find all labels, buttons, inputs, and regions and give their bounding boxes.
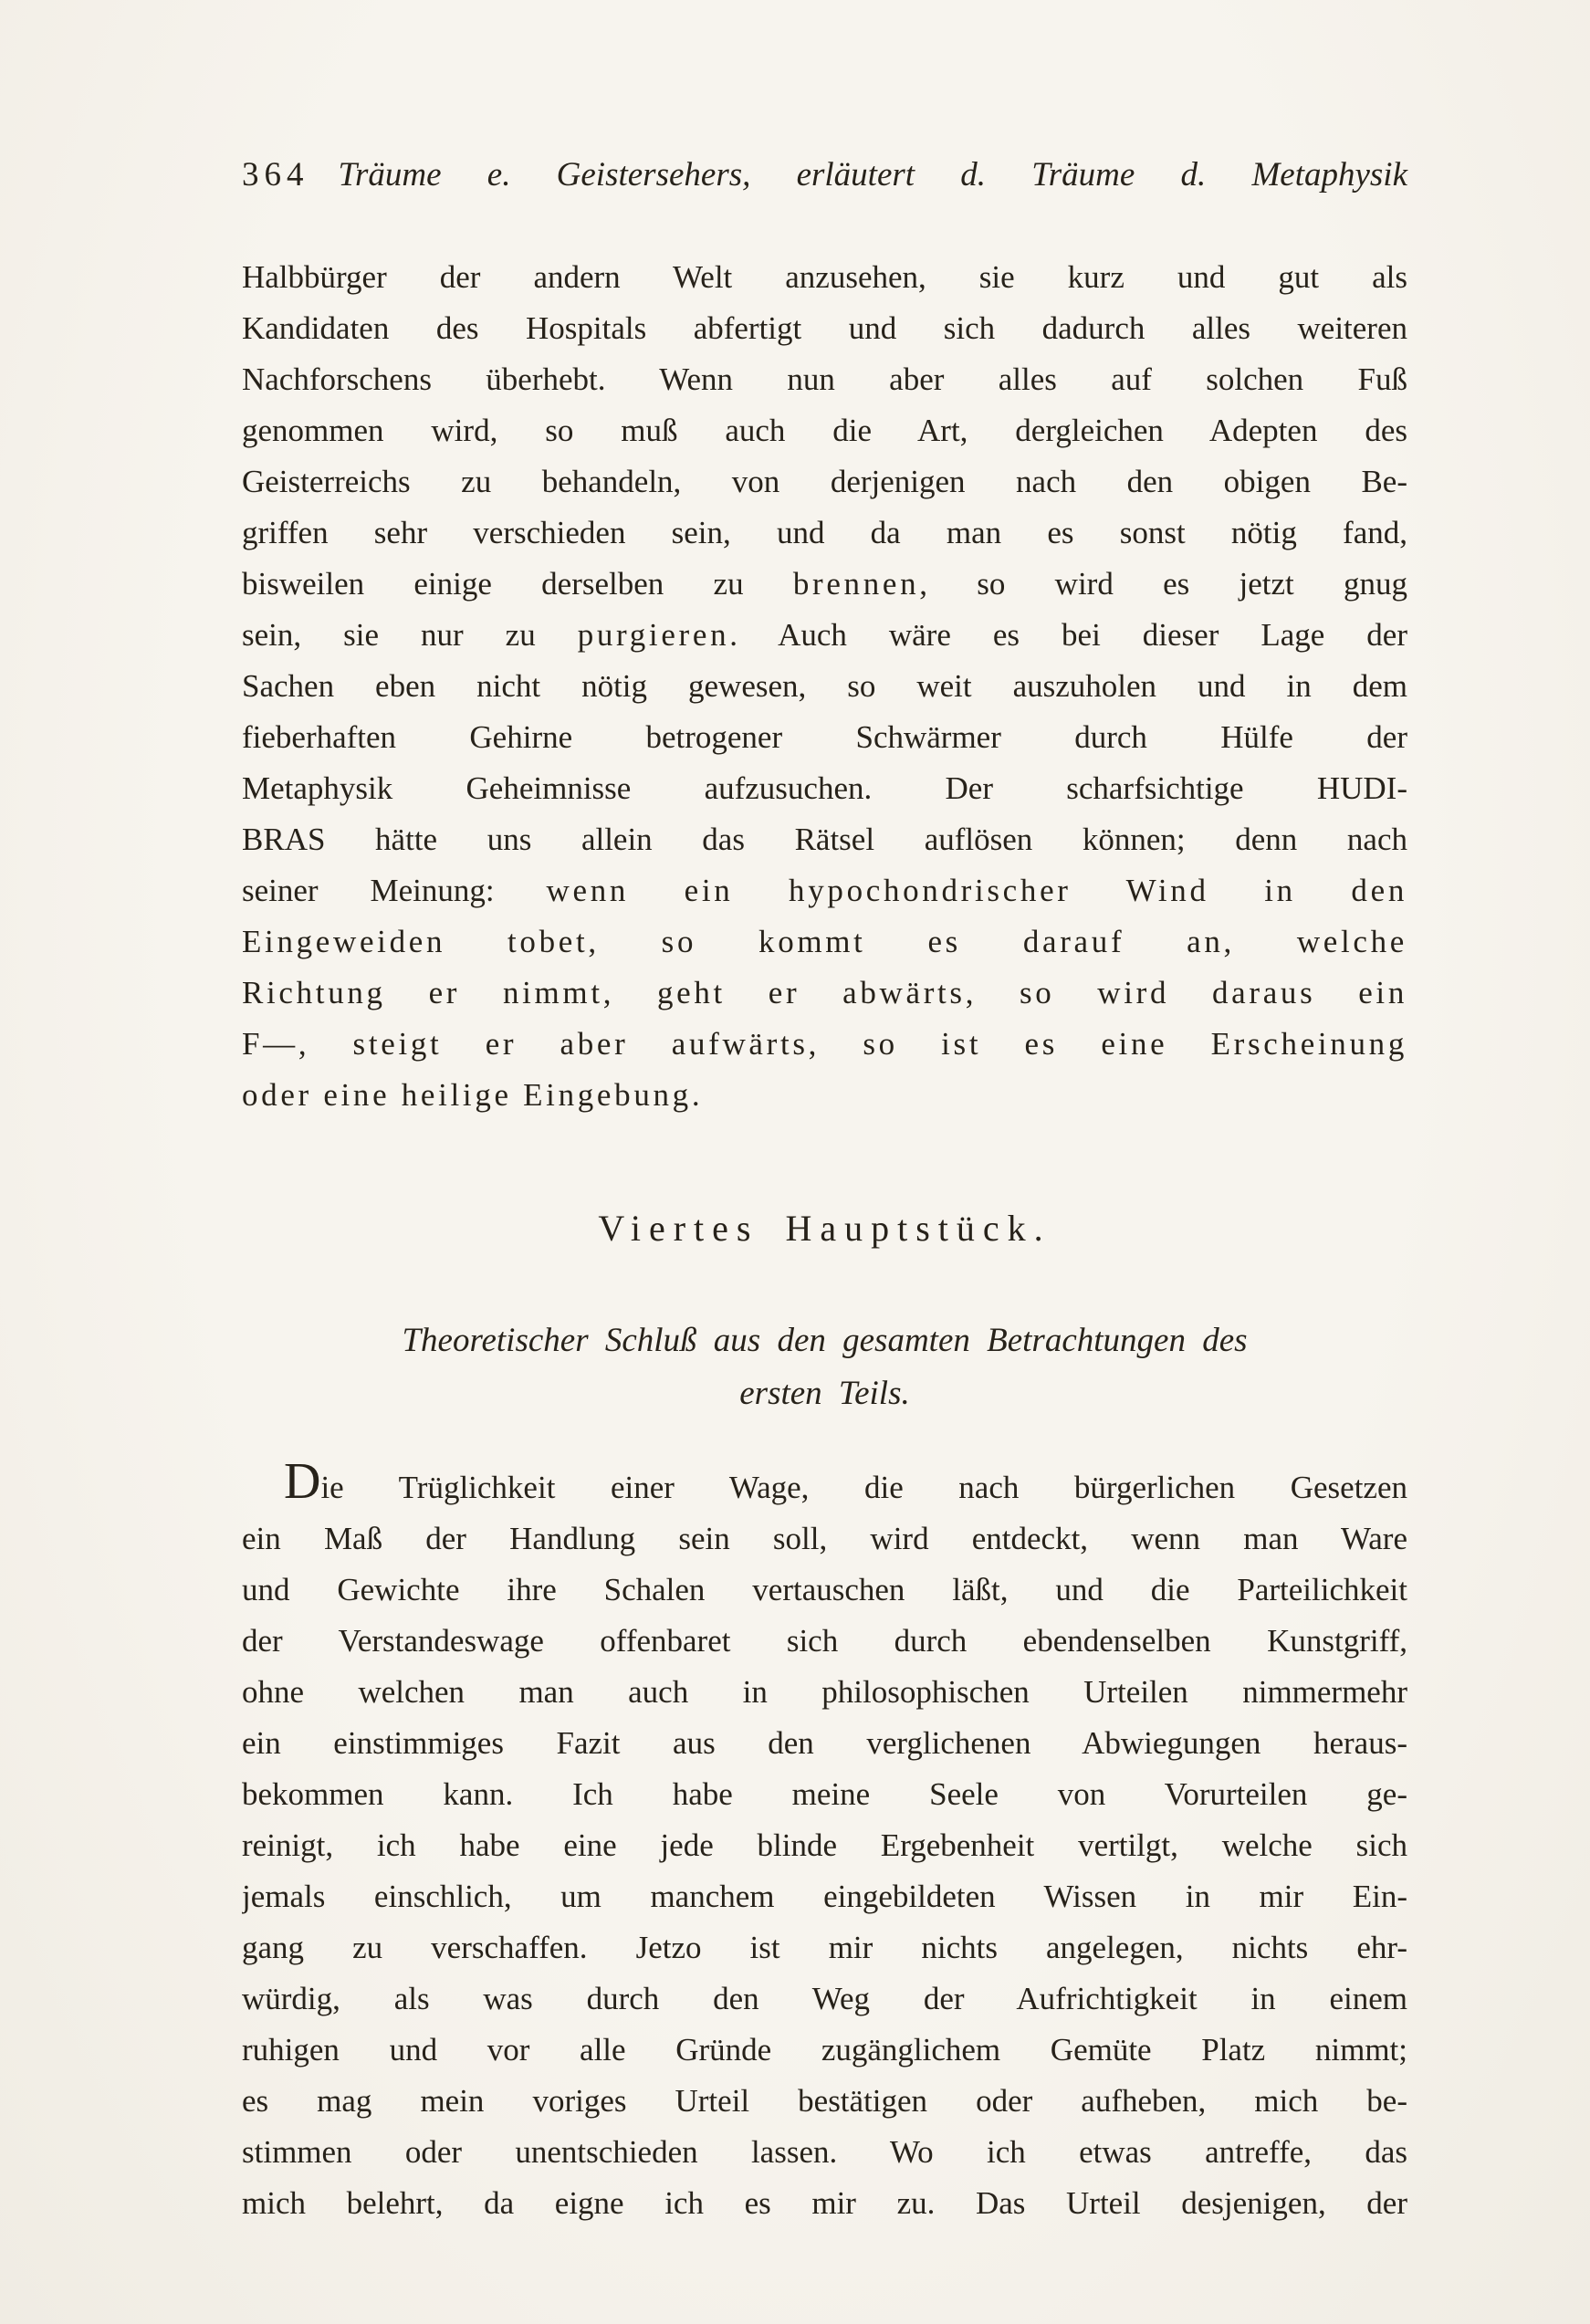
text-line: es mag mein voriges Urteil bestätigen oder aufheben, mich be- (242, 2083, 1407, 2119)
text-line: oder eine heilige Eingebung. (242, 1077, 704, 1113)
text-segment: . Auch wäre es bei dieser Lage der (729, 617, 1407, 653)
text-line: F—, steigt er aber aufwärts, so ist es eine Erscheinung (242, 1026, 1407, 1062)
text-line: Halbbürger der andern Welt anzusehen, sie kurz und gut als (242, 259, 1407, 295)
chapter-heading: Viertes Hauptstück. (598, 1208, 1051, 1249)
text-line (242, 1462, 1407, 1513)
subtitle-line: Theoretischer Schluß aus den gesamten Betrachtungen des (402, 1322, 1248, 1359)
text-line: Metaphysik Geheimnisse aufzusuchen. Der scharfsichtige HUDI- (242, 770, 1407, 806)
emphasized-text: purgieren (577, 617, 730, 653)
text-line: würdig, als was durch den Weg der Aufrichtigkeit in einem (242, 1981, 1407, 2016)
text-line: bekommen kann. Ich habe meine Seele von Vorurteilen ge- (242, 1776, 1407, 1812)
text-line (242, 865, 1407, 916)
page-number: 364 (242, 156, 309, 194)
text-line: Richtung er nimmt, geht er abwärts, so wird daraus ein (242, 975, 1407, 1010)
text-line: Geisterreichs zu behandeln, von derjenigen nach den obigen Be- (242, 464, 1407, 499)
text-line: Eingeweiden tobet, so kommt es darauf an, welche (242, 924, 1407, 959)
page-header (242, 153, 1407, 197)
text-segment: bisweilen einige derselben zu (242, 566, 793, 602)
text-line: fieberhaften Gehirne betrogener Schwärmer durch Hülfe der (242, 719, 1407, 755)
running-title: Träume e. Geistersehers, erläutert d. Träume d. Metaphysik (338, 156, 1407, 194)
paragraph-continued (242, 252, 1407, 1121)
text-line: stimmen oder unentschieden lassen. Wo ich etwas antreffe, das (242, 2134, 1407, 2170)
emphasized-text: brennen (792, 566, 920, 602)
text-line: gang zu verschaffen. Jetzo ist mir nichts angelegen, nichts ehr- (242, 1930, 1407, 1965)
text-line (242, 610, 1407, 661)
subtitle-line: ersten Teils. (739, 1375, 910, 1412)
text-line: Kandidaten des Hospitals abfertigt und sich dadurch alles weiteren (242, 310, 1407, 346)
text-line: mich belehrt, da eigne ich es mir zu. Das Urteil desjenigen, der (242, 2185, 1407, 2221)
text-line: ruhigen und vor alle Gründe zugänglichem Gemüte Platz nimmt; (242, 2032, 1407, 2068)
text-segment: , so wird es jetzt gnug (919, 566, 1407, 602)
text-line: ohne welchen man auch in philosophischen Urteilen nimmermehr (242, 1674, 1407, 1710)
text-line: der Verstandeswage offenbaret sich durch ebendenselben Kunstgriff, (242, 1623, 1407, 1659)
section-subtitle (242, 1314, 1407, 1420)
text-line: ein einstimmiges Fazit aus den verglichenen Abwiegungen heraus- (242, 1725, 1407, 1761)
text-line: Sachen eben nicht nötig gewesen, so weit auszuholen und in dem (242, 668, 1407, 704)
text-line: jemals einschlich, um manchem eingebildeten Wissen in mir Ein- (242, 1879, 1407, 1914)
emphasized-text: wenn ein hypochondrischer Wind in den (546, 873, 1407, 908)
text-line: ein Maß der Handlung sein soll, wird entdeckt, wenn man Ware (242, 1521, 1407, 1556)
text-line: BRAS hätte uns allein das Rätsel auflösen können; denn nach (242, 822, 1407, 857)
text-line: Nachforschens überhebt. Wenn nun aber alles auf solchen Fuß (242, 361, 1407, 397)
text-line (242, 559, 1407, 610)
text-segment: sein, sie nur zu (242, 617, 578, 653)
initial-capital: D (284, 1462, 321, 1510)
text-segment: seiner Meinung: (242, 873, 547, 908)
text-line: reinigt, ich habe eine jede blinde Ergebenheit vertilgt, welche sich (242, 1827, 1407, 1863)
text-line: genommen wird, so muß auch die Art, dergleichen Adepten des (242, 413, 1407, 448)
text-line: und Gewichte ihre Schalen vertauschen läßt, und die Parteilichkeit (242, 1572, 1407, 1607)
text-line: griffen sehr verschieden sein, und da man es sonst nötig fand, (242, 515, 1407, 550)
paragraph-main (242, 1462, 1407, 2229)
text-segment: ie Trüglichkeit einer Wage, die nach bürgerlichen Gesetzen (320, 1470, 1407, 1505)
